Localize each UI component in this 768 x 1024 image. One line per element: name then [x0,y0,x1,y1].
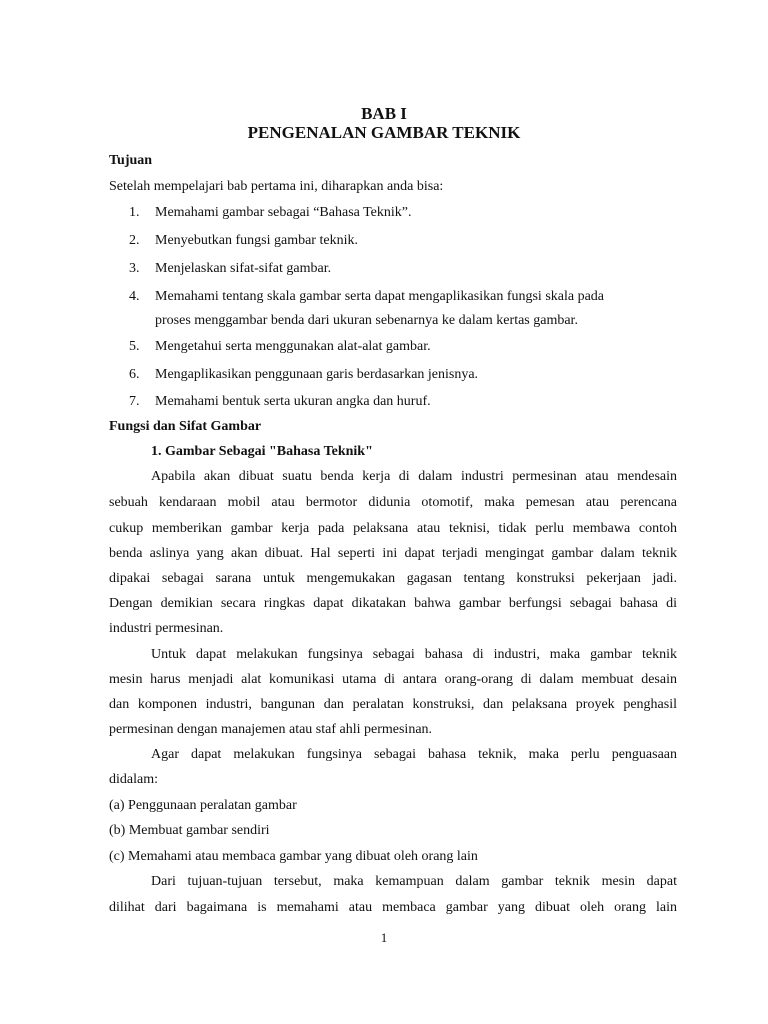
paragraph-line: dilihat dari bagaimana is memahami atau membaca gambar yang dibuat oleh orang lain [109,900,677,915]
list-item: Memahami bentuk serta ukuran angka dan huruf. [155,394,431,409]
paragraph-line: didalam: [109,772,158,787]
list-item-number: 4. [129,289,140,304]
list-item: (c) Memahami atau membaca gambar yang dibuat oleh orang lain [109,849,478,864]
paragraph-line: industri permesinan. [109,621,224,636]
paragraph-line: Dengan demikian secara ringkas dapat dikatakan bahwa gambar berfungsi sebagai bahasa di [109,596,677,611]
paragraph-line: cukup memberikan gambar kerja pada pelaksana atau teknisi, tidak perlu membawa contoh [109,521,677,536]
list-item-continuation: proses menggambar benda dari ukuran sebenarnya ke dalam kertas gambar. [155,313,578,328]
list-item-number: 2. [129,233,140,248]
list-item-number: 5. [129,339,140,354]
list-item-number: 3. [129,261,140,276]
section-heading-fungsi: Fungsi dan Sifat Gambar [109,419,262,434]
list-item-number: 6. [129,367,140,382]
chapter-title: PENGENALAN GAMBAR TEKNIK [247,123,521,142]
paragraph-line: sebuah kendaraan mobil atau bermotor didunia otomotif, maka pemesan atau perencana [109,495,677,510]
paragraph-line: mesin harus menjadi alat komunikasi utama di antara orang-orang di dalam membuat desain [109,672,677,687]
paragraph-line: benda aslinya yang akan dibuat. Hal seperti ini dapat terjadi mengingat gambar dalam teknik [109,546,677,561]
section-heading-tujuan: Tujuan [109,153,153,168]
page-number: 1 [380,930,388,945]
paragraph-line: dipakai sebagai sarana untuk mengemukakan gagasan tentang konstruksi pekerjaan jadi. [109,571,677,586]
list-item: (b) Membuat gambar sendiri [109,823,270,838]
list-item: Mengaplikasikan penggunaan garis berdasarkan jenisnya. [155,367,479,382]
list-item-number: 1. [129,205,140,220]
paragraph-line: Dari tujuan-tujuan tersebut, maka kemampuan dalam gambar teknik mesin dapat [151,874,677,889]
list-item: Memahami tentang skala gambar serta dapat mengaplikasikan fungsi skala pada [155,289,605,304]
subsection-heading: 1. Gambar Sebagai "Bahasa Teknik" [151,444,373,459]
list-item: Menjelaskan sifat-sifat gambar. [155,261,332,276]
paragraph-line: dan komponen industri, bangunan dan peralatan konstruksi, dan pelaksana proyek penghasil [109,697,677,712]
tujuan-intro: Setelah mempelajari bab pertama ini, diharapkan anda bisa: [109,179,444,194]
list-item: Mengetahui serta menggunakan alat-alat gambar. [155,339,431,354]
list-item: Menyebutkan fungsi gambar teknik. [155,233,358,248]
list-item: Memahami gambar sebagai “Bahasa Teknik”. [155,205,412,220]
list-item: (a) Penggunaan peralatan gambar [109,798,297,813]
paragraph-line: Untuk dapat melakukan fungsinya sebagai bahasa di industri, maka gambar teknik [151,647,677,662]
list-item-number: 7. [129,394,140,409]
paragraph-line: Agar dapat melakukan fungsinya sebagai bahasa teknik, maka perlu penguasaan [151,747,677,762]
paragraph-line: permesinan dengan manajemen atau staf ahli permesinan. [109,722,433,737]
chapter-label: BAB I [361,104,407,123]
paragraph-line: Apabila akan dibuat suatu benda kerja di dalam industri permesinan atau mendesain [151,469,677,484]
